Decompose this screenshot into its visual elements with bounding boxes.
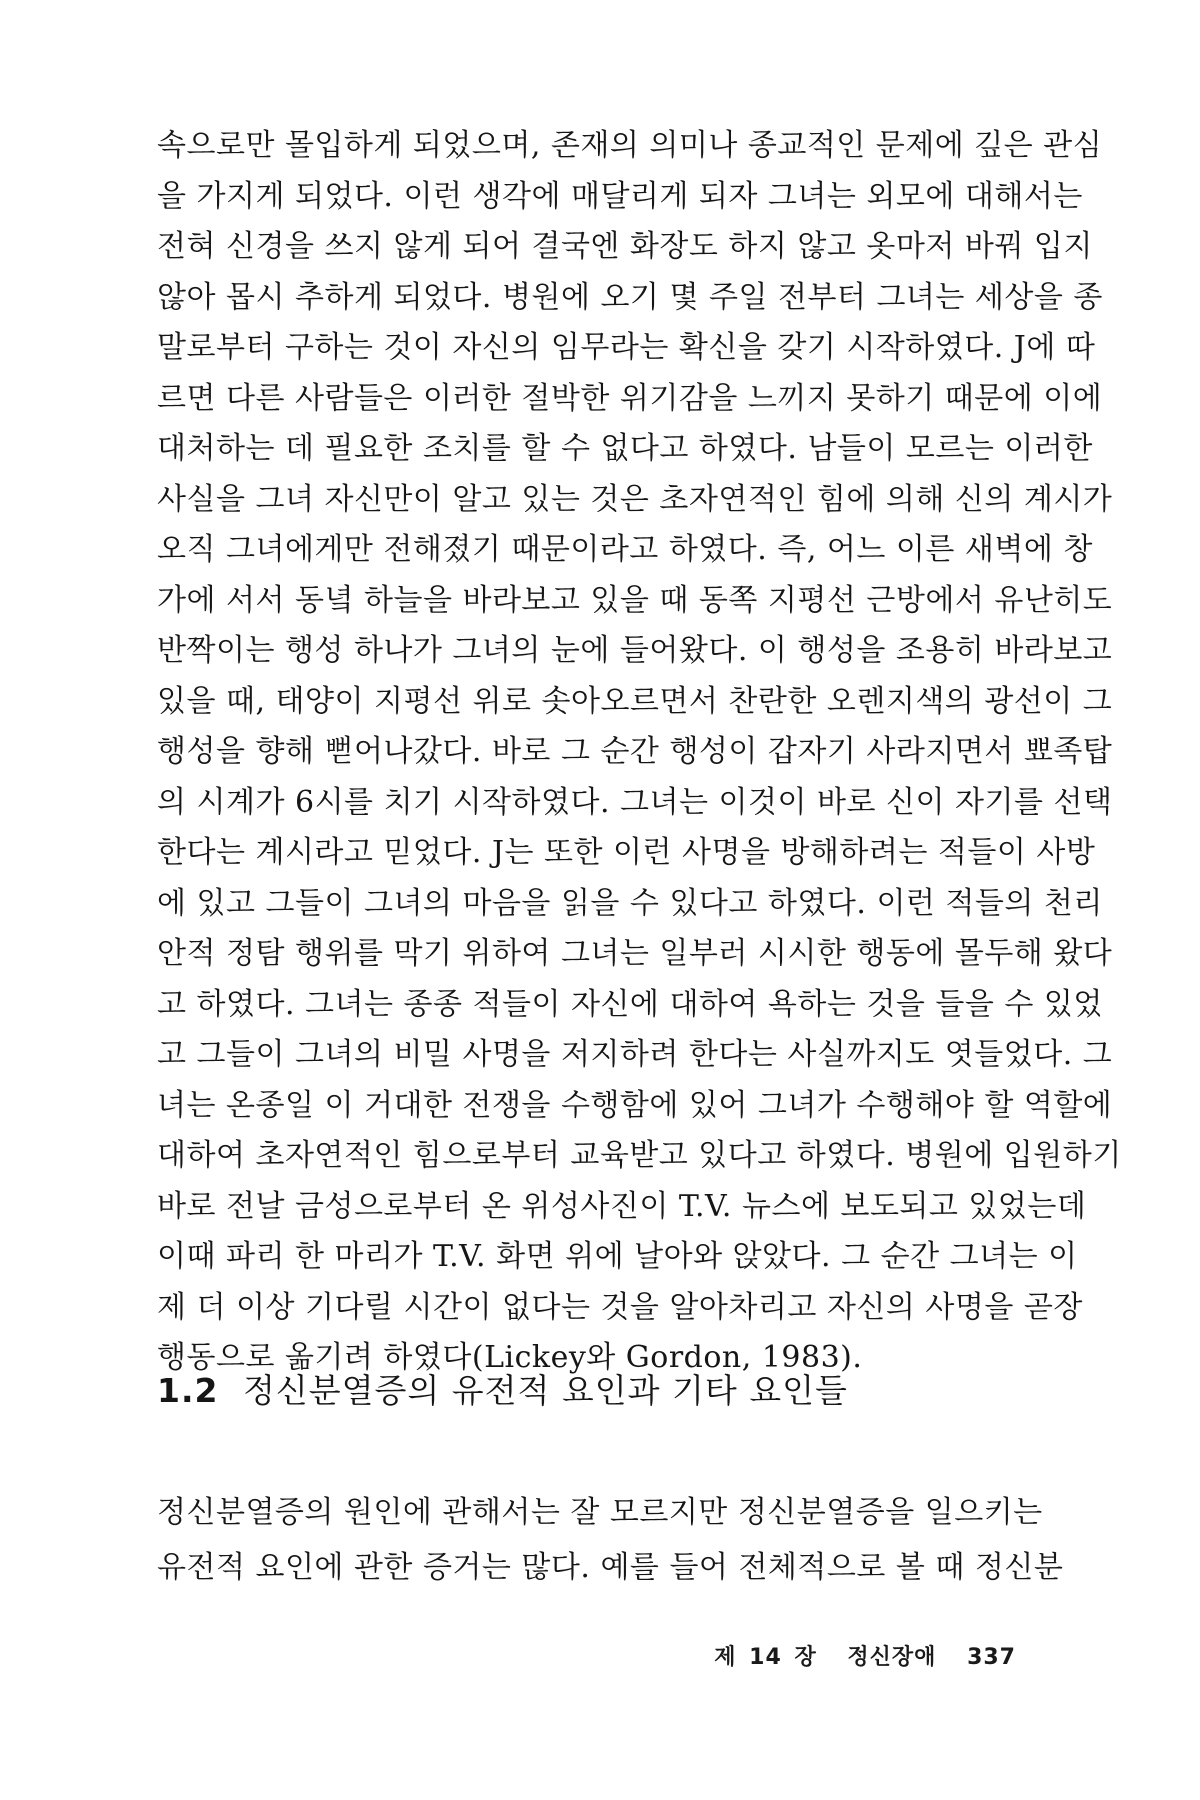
text-line: 가에 서서 동녘 하늘을 바라보고 있을 때 동쪽 지평선 근방에서 유난히도: [157, 582, 1113, 618]
text-line: 한다는 계시라고 믿었다. J는 또한 이런 사명을 방해하려는 적들이 사방: [157, 835, 1096, 870]
text-line: 있을 때, 태양이 지평선 위로 솟아오르면서 찬란한 오렌지색의 광선이 그: [157, 683, 1113, 719]
chapter-suffix: 장: [794, 1645, 817, 1670]
text-line: 말로부터 구하는 것이 자신의 임무라는 확신을 갖기 시작하였다. J에 따: [157, 330, 1096, 365]
text-line: 에 있고 그들이 그녀의 마음을 읽을 수 있다고 하였다. 이런 적들의 천리: [157, 885, 1103, 921]
text-line: 이때 파리 한 마리가 T.V. 화면 위에 날아와 앉았다. 그 순간 그녀는 이: [157, 1239, 1078, 1274]
text-line: 유전적 요인에 관한 증거는 많다. 예를 들어 전체적으로 볼 때 정신분: [157, 1550, 1064, 1585]
text-line: 오직 그녀에게만 전해졌기 때문이라고 하였다. 즉, 어느 이른 새벽에 창: [157, 532, 1093, 567]
text-line: 행성을 향해 뻗어나갔다. 바로 그 순간 행성이 갑자기 사라지면서 뾰족탑: [157, 734, 1113, 769]
chapter-number: 14: [749, 1645, 782, 1670]
text-line: 제 더 이상 기다릴 시간이 없다는 것을 알아차리고 자신의 사명을 곧장: [157, 1289, 1083, 1325]
section-heading: [157, 1366, 1037, 1416]
text-line: 전혀 신경을 쓰지 않게 되어 결국엔 화장도 하지 않고 옷마저 바꿔 입지: [157, 229, 1093, 264]
case-description-text: [157, 121, 1122, 1384]
text-line: 대처하는 데 필요한 조치를 할 수 없다고 하였다. 남들이 모르는 이러한: [157, 431, 1093, 466]
text-line: 반짝이는 행성 하나가 그녀의 눈에 들어왔다. 이 행성을 조용히 바라보고: [157, 633, 1113, 668]
text-line: 않아 몹시 추하게 되었다. 병원에 오기 몇 주일 전부터 그녀는 세상을 종: [157, 279, 1103, 315]
text-line: 바로 전날 금성으로부터 온 위성사진이 T.V. 뉴스에 보도되고 있었는데: [157, 1188, 1087, 1224]
text-line: 속으로만 몰입하게 되었으며, 존재의 의미나 종교적인 문제에 깊은 관심: [157, 128, 1103, 163]
text-line: 고 그들이 그녀의 비밀 사명을 저지하려 한다는 사실까지도 엿들었다. 그: [157, 1037, 1113, 1072]
chapter-prefix: 제: [714, 1645, 737, 1670]
text-line: 을 가지게 되었다. 이런 생각에 매달리게 되자 그녀는 외모에 대해서는: [157, 178, 1083, 214]
section-body-text: [157, 1485, 1064, 1595]
text-line: 고 하였다. 그녀는 종종 적들이 자신에 대하여 욕하는 것을 들을 수 있었: [157, 986, 1103, 1022]
text-line: 대하여 초자연적인 힘으로부터 교육받고 있다고 하였다. 병원에 입원하기: [157, 1138, 1122, 1173]
text-line: 행동으로 옮기려 하였다(Lickey와 Gordon, 1983).: [157, 1340, 863, 1375]
text-line: 녀는 온종일 이 거대한 전쟁을 수행함에 있어 그녀가 수행해야 할 역할에: [157, 1087, 1113, 1123]
chapter-title: 정신장애: [847, 1645, 937, 1670]
text-line: 의 시계가 6시를 치기 시작하였다. 그녀는 이것이 바로 신이 자기를 선택: [157, 784, 1113, 820]
text-line: 사실을 그녀 자신만이 알고 있는 것은 초자연적인 힘에 의해 신의 계시가: [157, 481, 1113, 517]
text-line: 정신분열증의 원인에 관해서는 잘 모르지만 정신분열증을 일으키는: [157, 1495, 1043, 1530]
section-title: 정신분열증의 유전적 요인과 기타 요인들: [243, 1371, 848, 1410]
text-line: 르면 다른 사람들은 이러한 절박한 위기감을 느끼지 못하기 때문에 이에: [157, 380, 1103, 416]
page-footer: [710, 1640, 1016, 1671]
page-number: 337: [967, 1645, 1016, 1670]
section-number: 1.2: [157, 1371, 219, 1410]
text-line: 안적 정탐 행위를 막기 위하여 그녀는 일부러 시시한 행동에 몰두해 왔다: [157, 936, 1113, 971]
